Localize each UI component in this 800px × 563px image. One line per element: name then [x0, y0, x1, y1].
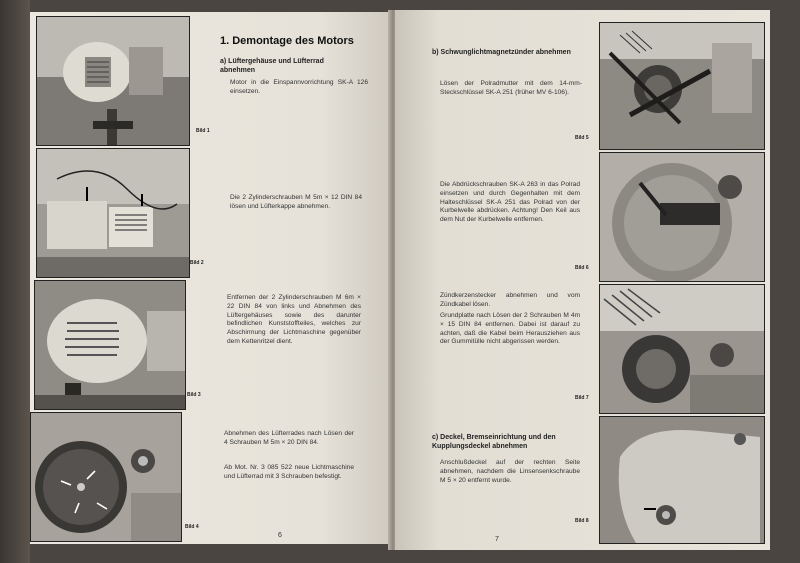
step-text-2: Die 2 Zylinderschrauben M 5m × 12 DIN 84 lösen und Lüfterkappe abnehmen. [230, 194, 362, 210]
step-text-5: Ab Mot. Nr. 3 085 522 neue Lichtmaschine und Lüfterrad mit 3 Schrauben befestigt. [224, 464, 354, 480]
page-number-left: 6 [278, 532, 282, 539]
step-text-3: Zündkerzenstecker abnehmen und vom Zündkabel lösen. [440, 292, 580, 308]
caption-bild-3: Bild 3 [187, 392, 201, 398]
step-text-5: Anschlußdeckel auf der rechten Seite abnehmen, nachdem die Linsensenkschraube M 5 × 20 entfernt wurde. [440, 459, 580, 484]
caption-bild-2: Bild 2 [190, 260, 204, 266]
section-b-title: b) Schwunglichtmagnetzünder abnehmen [432, 49, 571, 56]
caption-bild-5: Bild 5 [575, 135, 589, 141]
photo-bild-6 [599, 152, 765, 282]
photo-bild-1 [36, 16, 190, 146]
caption-bild-8: Bild 8 [575, 518, 589, 524]
section-heading: 1. Demontage des Motors [220, 35, 354, 47]
photo-bild-4 [30, 412, 182, 542]
page-number-right: 7 [495, 536, 499, 543]
photo-bild-7 [599, 284, 765, 414]
background-edge [0, 0, 30, 563]
photo-bild-8 [599, 416, 765, 544]
step-text-4: Abnehmen des Lüfterrades nach Lösen der 4 Schrauben M 5m × 20 DIN 84. [224, 430, 354, 446]
caption-bild-7: Bild 7 [575, 395, 589, 401]
step-text-2: Die Abdrückschrauben SK-A 263 in das Polrad einsetzen und durch Gegenhalten mit dem Halteschlüssel SK-A 251 das Polrad von der Kurbelwelle abdrücken. Achtung! Den Keil aus dem Nut der Kurbelwelle entfernen. [440, 181, 580, 224]
section-c-title: c) Deckel, Bremseinrichtung und den Kupplungsdeckel abnehmen [432, 434, 556, 450]
caption-bild-4: Bild 4 [185, 524, 199, 530]
step-text-1: Motor in die Einspannvorrichtung SK-A 126 einsetzen. [230, 79, 368, 95]
section-a-title: a) Lüftergehäuse und Lüfterrad abnehmen [220, 58, 324, 74]
caption-bild-1: Bild 1 [196, 128, 210, 134]
step-text-4: Grundplatte nach Lösen der 2 Schrauben M 4m × 15 DIN 84 entfernen. Dabei ist darauf zu achten, daß die Kabel beim Herausziehen aus der Gummitülle nicht abgerissen werden. [440, 312, 580, 346]
photo-bild-5 [599, 22, 765, 150]
right-page [395, 10, 770, 550]
caption-bild-6: Bild 6 [575, 265, 589, 271]
step-text-1: Lösen der Polradmutter mit dem 14-mm-Steckschlüssel SK-A 251 (früher MV 6-106). [440, 80, 582, 96]
photo-bild-3 [34, 280, 186, 410]
left-page [30, 12, 392, 544]
photo-bild-2 [36, 148, 190, 278]
step-text-3: Entfernen der 2 Zylinderschrauben M 6m × 22 DIN 84 von links und Abnehmen des Lüftergehäuses sowie des darunter befindlichen Kunststoffteiles, welches zur Abschirmung der Lichtmaschine gegenüber dem Kettenritzel dient. [227, 294, 361, 345]
